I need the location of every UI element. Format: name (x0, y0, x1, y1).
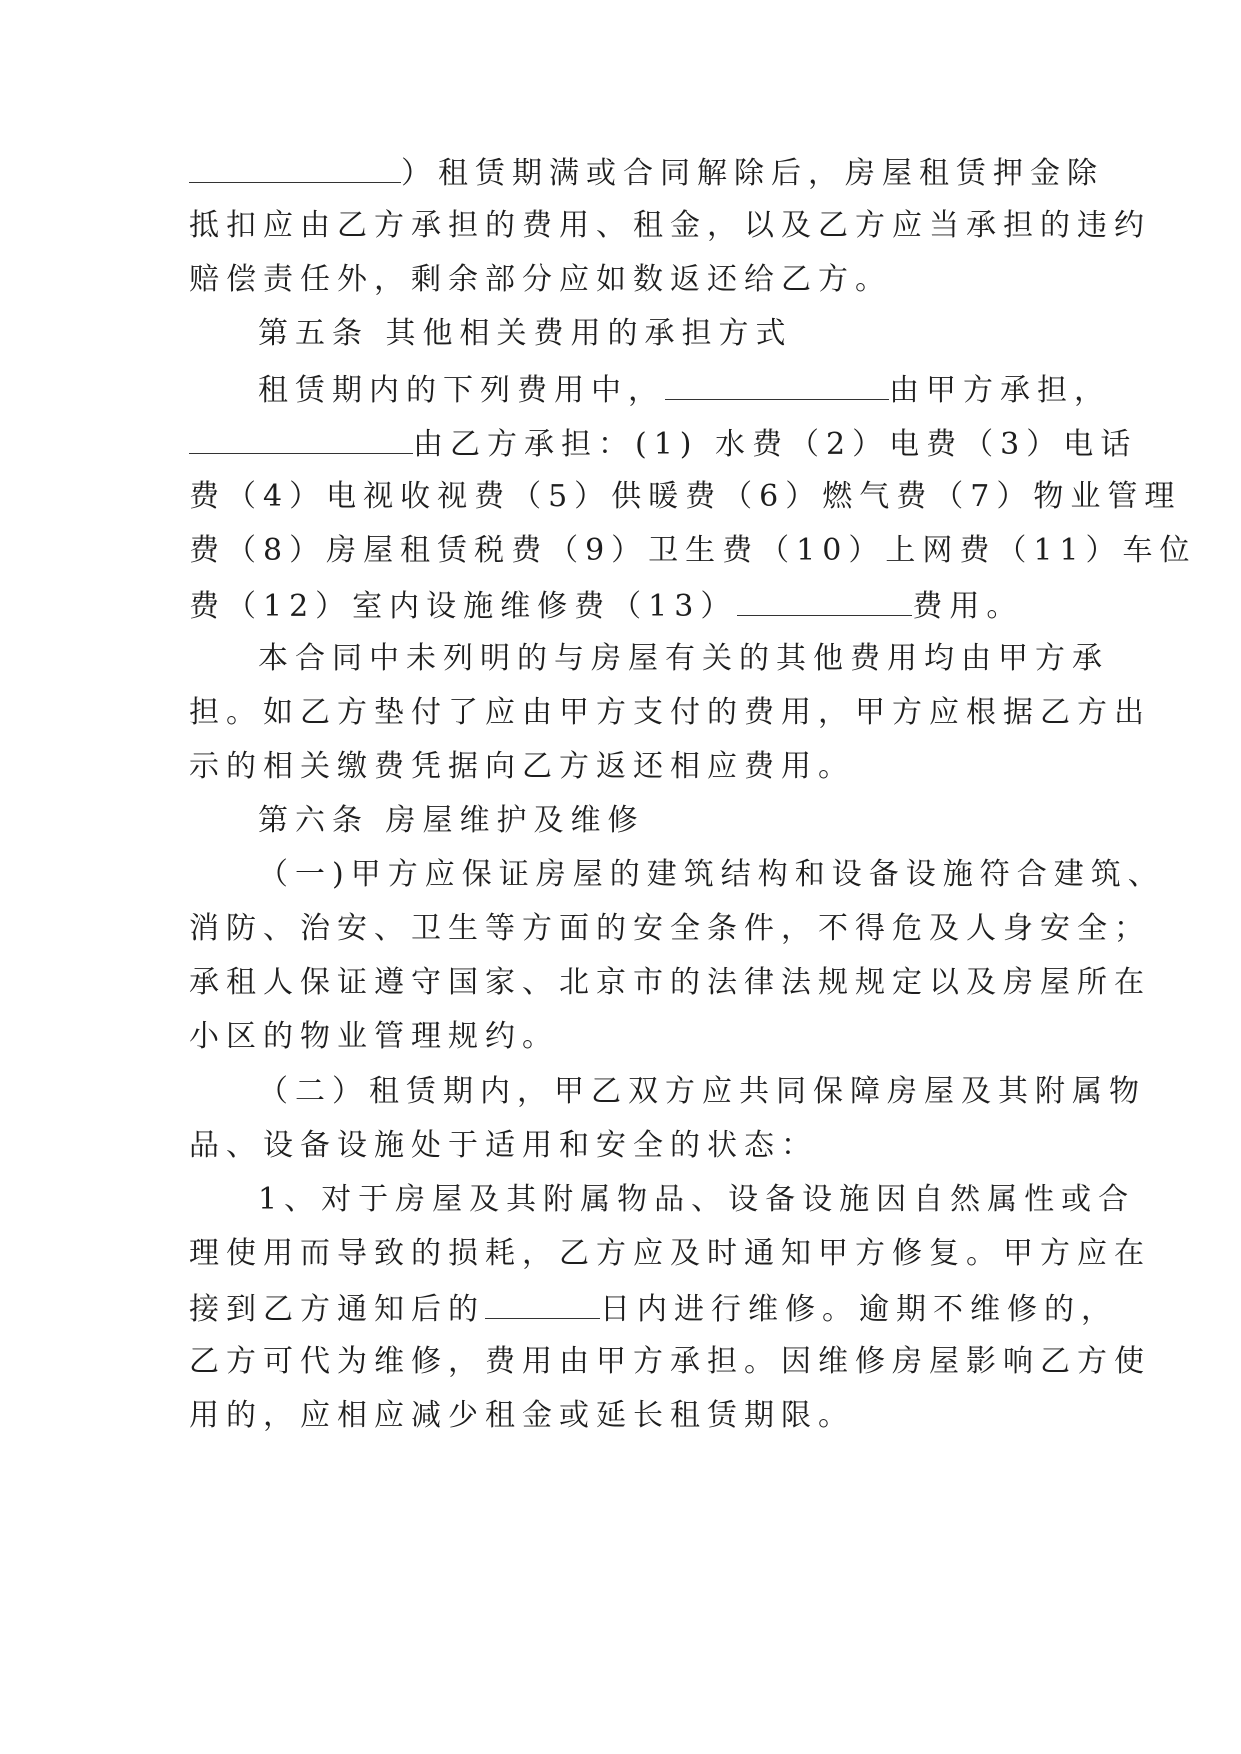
text-line-16: 承租人保证遵守国家、北京市的法律法规规定以及房屋所在 (189, 965, 1151, 1000)
text-line-18: （二）租赁期内，甲乙双方应共同保障房屋及其附属物 (258, 1074, 1146, 1109)
text-line-6: 由乙方承担：(1) 水费（2）电费（3）电话 (189, 423, 1069, 465)
text-line-2: 抵扣应由乙方承担的费用、租金，以及乙方应当承担的违约 (189, 208, 1151, 243)
section-heading-article-6: 第六条 房屋维护及维修 (258, 803, 645, 838)
text-line-9: 费（12）室内设施维修费（13） 费用。 (189, 585, 1069, 627)
fill-in-blank[interactable] (665, 369, 889, 400)
text-line-1: ）租赁期满或合同解除后，房屋租赁押金除 (189, 152, 1069, 194)
text-line-21: 理使用而导致的损耗，乙方应及时通知甲方修复。甲方应在 (189, 1236, 1151, 1271)
text-line-17: 小区的物业管理规约。 (189, 1019, 559, 1054)
text-line-3: 赔偿责任外，剩余部分应如数返还给乙方。 (189, 262, 892, 297)
text-line-12: 示的相关缴费凭据向乙方返还相应费用。 (189, 749, 855, 784)
text-line-5: 租赁期内的下列费用中， 由甲方承担， (258, 369, 1069, 411)
text-line-15: 消防、治安、卫生等方面的安全条件，不得危及人身安全； (189, 911, 1151, 946)
text-line-19: 品、设备设施处于适用和安全的状态： (189, 1128, 818, 1163)
fill-in-blank[interactable] (737, 585, 912, 616)
fill-in-blank[interactable] (189, 152, 401, 183)
text-line-20: 1、对于房屋及其附属物品、设备设施因自然属性或合 (258, 1182, 1136, 1217)
fill-in-blank[interactable] (189, 423, 413, 454)
text-line-7: 费（4）电视收视费（5）供暖费（6）燃气费（7）物业管理 (189, 479, 1182, 514)
text-line-23: 乙方可代为维修，费用由甲方承担。因维修房屋影响乙方使 (189, 1344, 1151, 1379)
text-line-24: 用的，应相应减少租金或延长租赁期限。 (189, 1398, 855, 1433)
text-line-10: 本合同中未列明的与房屋有关的其他费用均由甲方承 (258, 641, 1109, 676)
fill-in-blank[interactable] (485, 1288, 600, 1319)
text-line-8: 费（8）房屋租赁税费（9）卫生费（10）上网费（11）车位 (189, 533, 1197, 568)
text-line-22: 接到乙方通知后的 日内进行维修。逾期不维修的， (189, 1288, 1069, 1330)
section-heading-article-5: 第五条 其他相关费用的承担方式 (258, 316, 793, 351)
text-line-14: （一)甲方应保证房屋的建筑结构和设备设施符合建筑、 (258, 857, 1165, 892)
text-line-11: 担。如乙方垫付了应由甲方支付的费用，甲方应根据乙方出 (189, 695, 1151, 730)
